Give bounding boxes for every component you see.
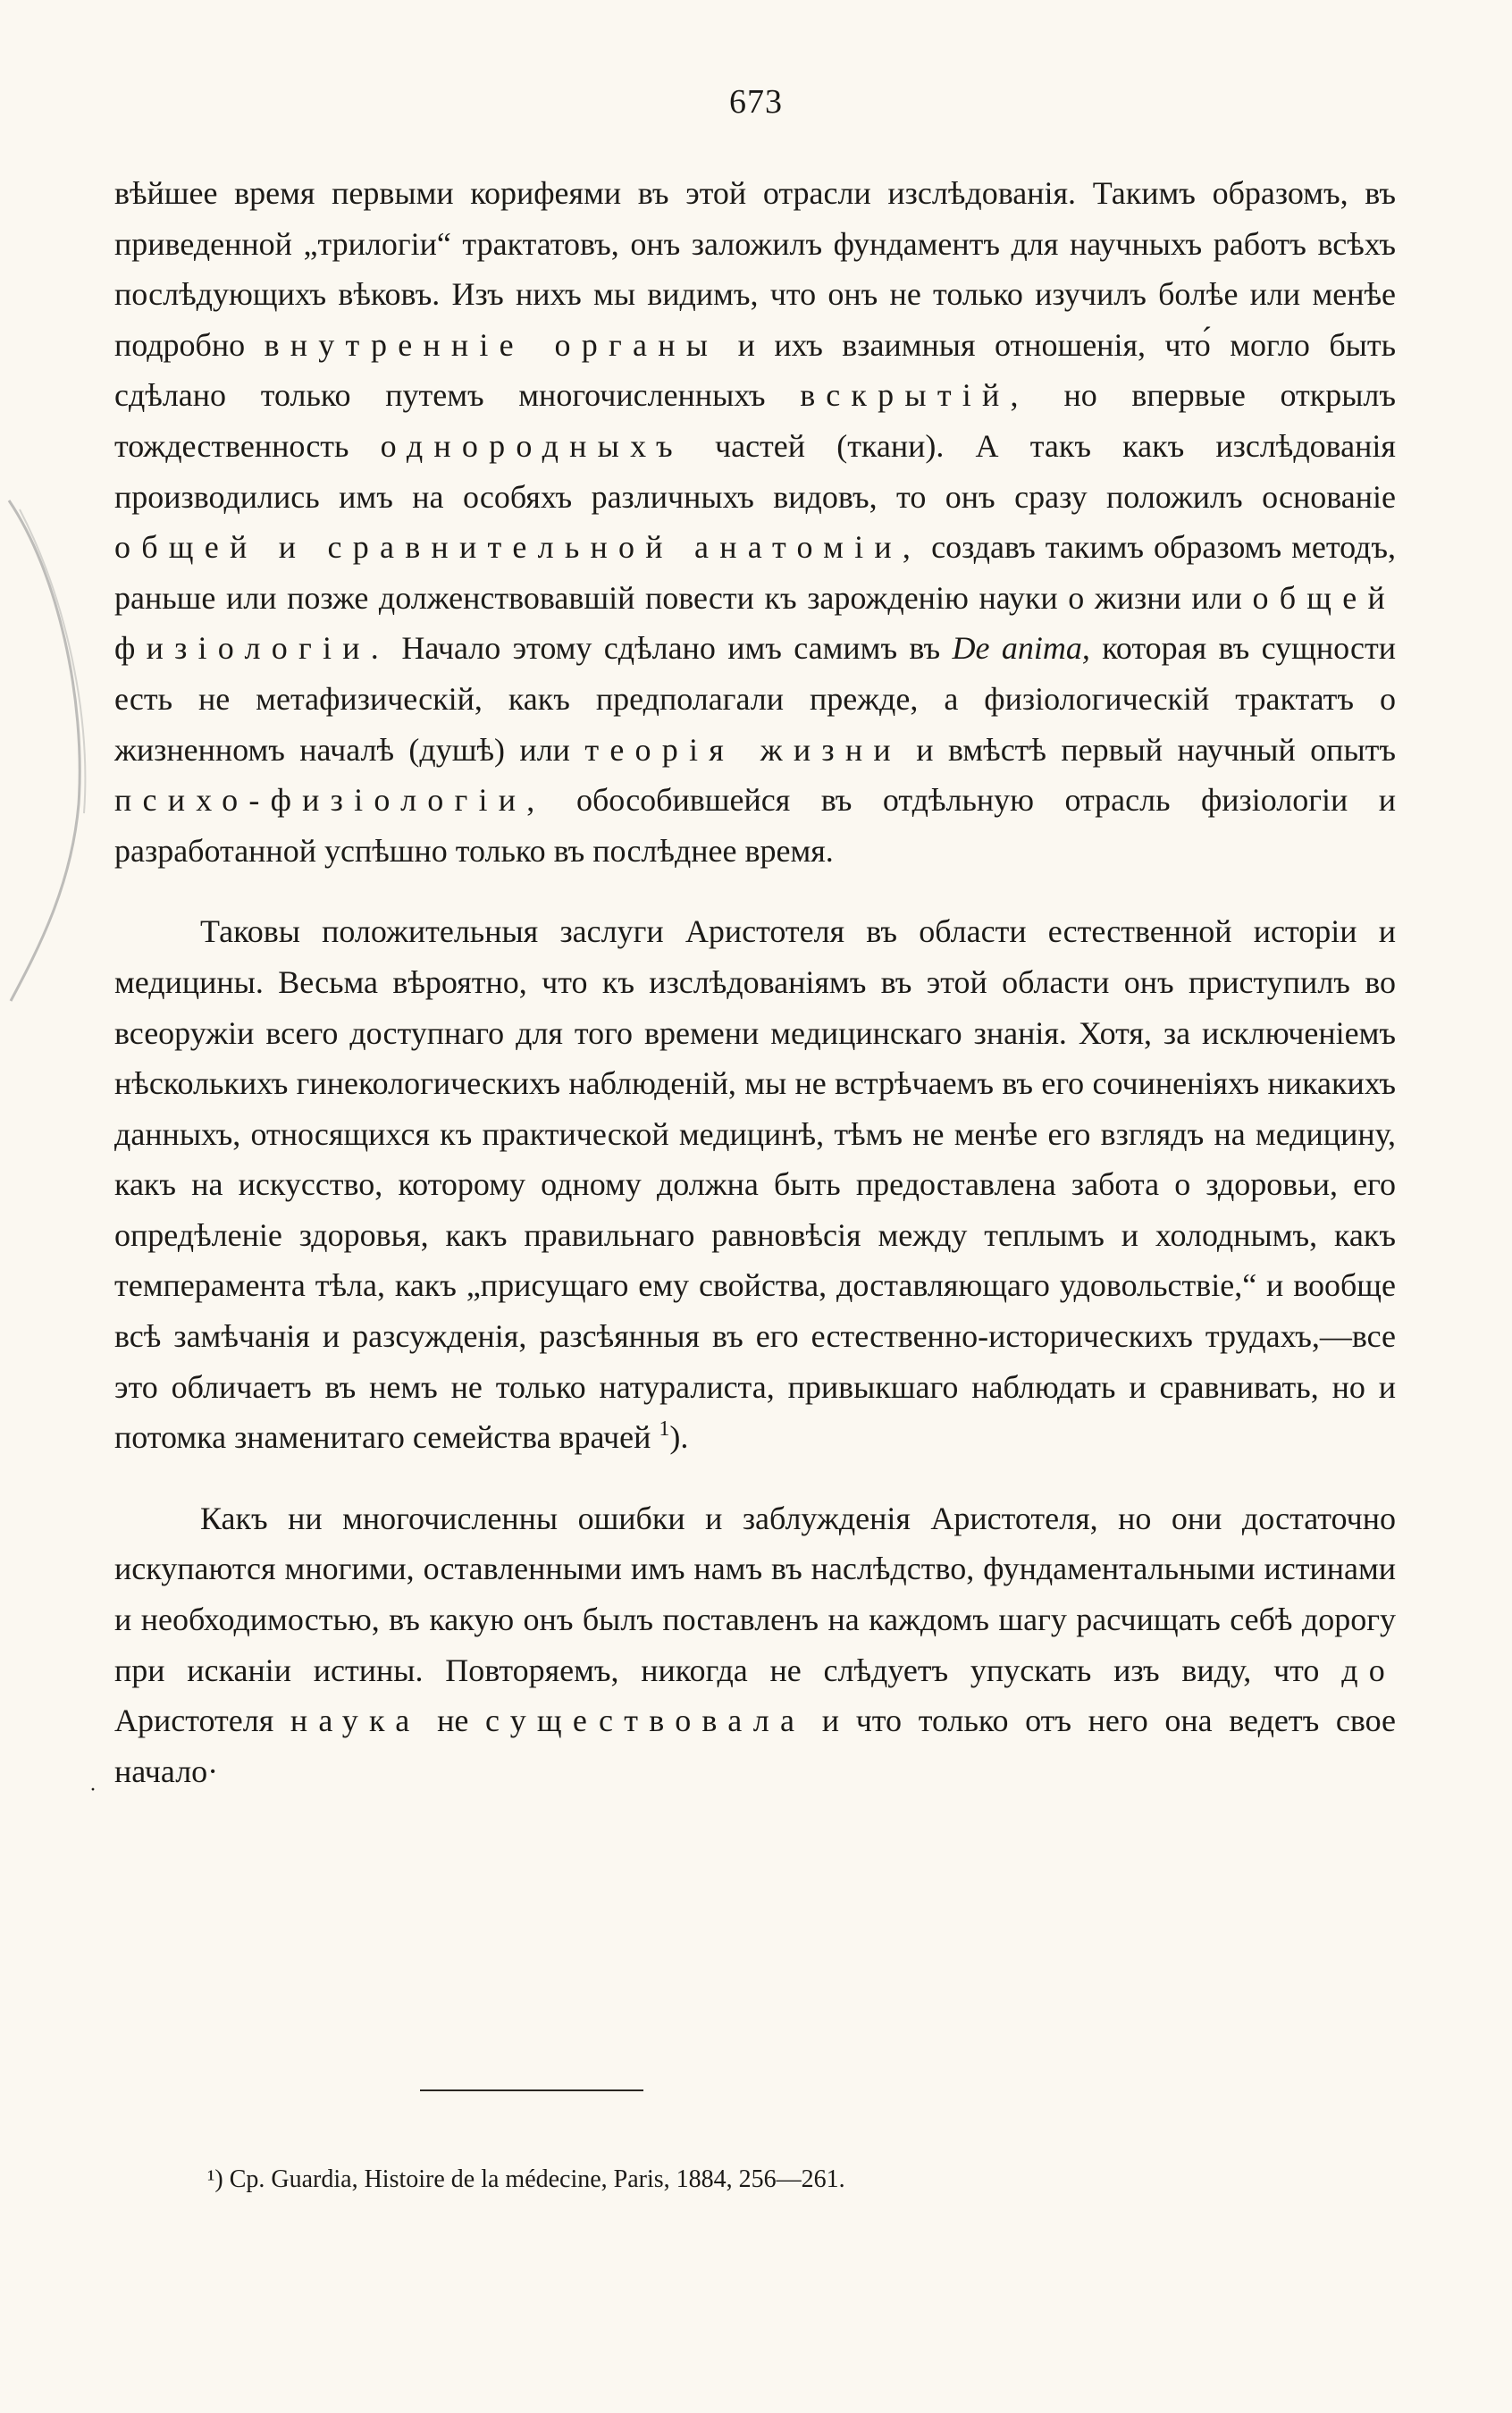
- text-run: вѣйшее время первыми корифеями въ этой отрасли изслѣдованія. Такимъ образомъ, въ приведенной „трилогіи“ трактатовъ, онъ заложилъ фундаментъ для научныхъ работъ всѣхъ послѣдующихъ вѣковъ. Изъ нихъ мы видимъ, что онъ не только изучилъ болѣе или менѣе подробно: [114, 175, 1396, 363]
- spaced-text: внутренніе органы: [264, 326, 719, 363]
- text-run: Аристотеля: [114, 1703, 290, 1739]
- paragraph-1: [114, 168, 1396, 876]
- text-run: и что только отъ него она ведетъ свое начало·: [114, 1703, 1396, 1789]
- spaced-text: однородныхъ: [380, 427, 684, 464]
- text-run: не: [420, 1703, 485, 1739]
- text-run: Начало этому сдѣлано имъ самимъ въ: [389, 630, 953, 667]
- text-run: которая въ сущности есть не метафизическій, какъ предполагали прежде, а физіологическій трактатъ о жизненномъ началѣ (душѣ) или: [114, 630, 1396, 768]
- margin-mark: ·: [89, 1778, 97, 1802]
- spaced-text: теорія жизни: [584, 731, 902, 768]
- text-run: Какъ ни многочисленны ошибки и заблужденія Аристотеля, но они достаточно искупаются многими, оставленными имъ намъ въ наслѣдство, фундаментальными истинами и необходимостью, въ какую онъ былъ поставленъ на каждомъ шагу расчищать себѣ дорогу при исканіи истины. Повторяемъ, никогда не слѣдуетъ упускать изъ виду, что: [114, 1500, 1396, 1688]
- spaced-text: психо-физіологіи,: [114, 782, 546, 819]
- text-run: ).: [669, 1419, 689, 1456]
- text-run: частей (ткани). А такъ какъ изслѣдованія производились имъ на особяхъ различныхъ видовъ, то онъ сразу положилъ основаніе: [114, 427, 1396, 515]
- text-run: и вмѣстѣ первый научный опытъ: [901, 731, 1396, 768]
- spaced-text: общей физіологіи.: [114, 579, 1396, 667]
- spaced-text: общей и сравнительной анатоміи,: [114, 529, 922, 566]
- spaced-text: до: [1341, 1652, 1396, 1688]
- margin-pencil-bracket: [4, 465, 102, 1019]
- spaced-text: вскрытій,: [800, 377, 1029, 414]
- spaced-text: наука: [290, 1703, 421, 1739]
- text-run: создавъ такимъ образомъ методъ, раньше или позже долженствовавшій повести къ зарожденію науки о жизни или: [114, 529, 1396, 616]
- page-body: [114, 168, 1396, 1796]
- text-run: обособившейся въ отдѣльную отрасль физіологіи и разработанной успѣшно только въ послѣднее время.: [114, 782, 1396, 869]
- text-run: и ихъ взаимныя отношенія, что́ могло быть сдѣлано только путемъ многочисленныхъ: [114, 326, 1396, 414]
- italic-title: De anima,: [952, 630, 1090, 667]
- paragraph-2: [114, 906, 1396, 1463]
- spaced-text: существовала: [484, 1703, 806, 1739]
- paragraph-3: [114, 1493, 1396, 1797]
- page-number: 673: [729, 83, 783, 121]
- footnote-divider: [420, 2089, 643, 2091]
- footnote-ref[interactable]: 1: [659, 1417, 670, 1442]
- text-run: Таковы положительныя заслуги Аристотеля въ области естественной исторіи и медицины. Весьма вѣроятно, что къ изслѣдованіямъ въ этой области онъ приступилъ во всеоружіи всего доступнаго для того времени медицинскаго знанія. Хотя, за исключеніемъ нѣсколькихъ гинекологическихъ наблюденій, мы не встрѣчаемъ въ его сочиненіяхъ никакихъ данныхъ, относящихся къ практической медицинѣ, тѣмъ не менѣе его взглядъ на медицину, какъ на искусство, которому одному должна быть предоставлена забота о здоровьи, его опредѣленіе здоровья, какъ правильнаго равновѣсія между теплымъ и холоднымъ, какъ темперамента тѣла, какъ „присущаго ему свойства, доставляющаго удовольствіе,“ и вообще всѣ замѣчанія и разсужденія, разсѣянныя въ его естественно-историческихъ трудахъ,—все это обличаетъ въ немъ не только натуралиста, привыкшаго наблюдать и сравнивать, но и потомка знаменитаго семейства врачей: [114, 913, 1396, 1456]
- footnote: ¹) Cp. Guardia, Histoire de la médecine, Paris, 1884, 256—261.: [207, 2165, 845, 2193]
- text-run: но впервые открылъ тождественность: [114, 377, 1396, 464]
